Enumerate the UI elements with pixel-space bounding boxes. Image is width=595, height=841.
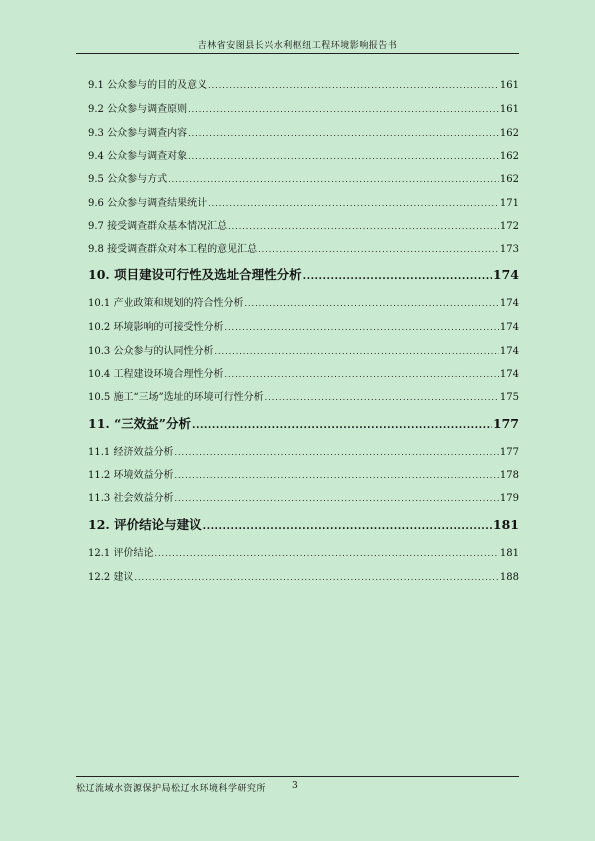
toc-entry-label: 10.3 公众参与的认同性分析 bbox=[88, 346, 214, 357]
toc-entry[interactable] bbox=[88, 240, 519, 255]
dot-leader bbox=[203, 521, 492, 532]
toc-entry[interactable] bbox=[88, 544, 519, 559]
toc-entry-label: 11.2 环境效益分析 bbox=[88, 470, 174, 481]
dot-leader bbox=[214, 347, 498, 356]
toc-entry-label: 9.5 公众参与方式 bbox=[88, 174, 168, 185]
toc-entry[interactable] bbox=[88, 443, 519, 458]
dot-leader bbox=[265, 393, 499, 402]
toc-entry[interactable] bbox=[88, 76, 519, 91]
dot-leader bbox=[228, 222, 499, 231]
toc-entry[interactable] bbox=[88, 294, 519, 309]
toc-chapter-label: 11. “三效益”分析 bbox=[88, 416, 191, 431]
toc-chapter-page: 181 bbox=[492, 517, 519, 532]
dot-leader bbox=[188, 105, 499, 114]
toc-entry-page: 181 bbox=[499, 548, 519, 559]
toc-entry-label: 10.4 工程建设环境合理性分析 bbox=[88, 369, 224, 380]
toc-entry-page: 173 bbox=[499, 244, 519, 255]
toc-chapter-entry[interactable] bbox=[88, 414, 519, 432]
toc-entry-label: 10.5 施工“三场”选址的环境可行性分析 bbox=[88, 392, 264, 403]
dot-leader bbox=[244, 299, 498, 308]
toc-entry-label: 9.2 公众参与调查原则 bbox=[88, 104, 188, 115]
toc-entry-label: 9.8 接受调查群众对本工程的意见汇总 bbox=[88, 244, 258, 255]
toc-entry-page: 188 bbox=[499, 572, 519, 583]
toc-chapter-entry[interactable] bbox=[88, 265, 519, 283]
toc-entry-page: 172 bbox=[499, 221, 519, 232]
toc-entry-page: 174 bbox=[499, 346, 519, 357]
dot-leader bbox=[258, 245, 499, 254]
toc-entry[interactable] bbox=[88, 365, 519, 380]
toc-entry-label: 10.2 环境影响的可接受性分析 bbox=[88, 322, 224, 333]
toc-chapter-label: 12. 评价结论与建议 bbox=[88, 517, 202, 532]
toc-entry[interactable] bbox=[88, 388, 519, 403]
header-divider bbox=[76, 53, 519, 54]
toc-entry-label: 9.3 公众参与调查内容 bbox=[88, 128, 188, 139]
page-number: 3 bbox=[292, 781, 298, 791]
toc-entry-label: 11.1 经济效益分析 bbox=[88, 447, 174, 458]
toc-entry-page: 161 bbox=[499, 104, 519, 115]
dot-leader bbox=[174, 494, 498, 503]
toc-chapter-entry[interactable] bbox=[88, 515, 519, 533]
toc-entry-page: 174 bbox=[499, 322, 519, 333]
toc-chapter-label: 10. 项目建设可行性及选址合理性分析 bbox=[88, 267, 302, 282]
toc-entry-label: 9.4 公众参与调查对象 bbox=[88, 151, 188, 162]
dot-leader bbox=[174, 471, 498, 480]
toc-entry[interactable] bbox=[88, 217, 519, 232]
toc-entry-label: 12.2 建议 bbox=[88, 572, 134, 583]
toc-entry-page: 174 bbox=[499, 298, 519, 309]
toc-entry[interactable] bbox=[88, 170, 519, 185]
toc-entry[interactable] bbox=[88, 124, 519, 139]
running-header: 吉林省安图县长兴水利枢纽工程环境影响报告书 bbox=[197, 41, 398, 51]
toc-entry-label: 12.1 评价结论 bbox=[88, 548, 154, 559]
dot-leader bbox=[174, 448, 498, 457]
toc-entry-page: 162 bbox=[499, 151, 519, 162]
toc-entry-page: 174 bbox=[499, 369, 519, 380]
dot-leader bbox=[188, 129, 499, 138]
dot-leader bbox=[154, 549, 498, 558]
dot-leader bbox=[224, 370, 498, 379]
dot-leader bbox=[192, 420, 492, 431]
toc-entry[interactable] bbox=[88, 100, 519, 115]
toc-entry-page: 175 bbox=[499, 392, 519, 403]
toc-entry[interactable] bbox=[88, 489, 519, 504]
toc-entry[interactable] bbox=[88, 194, 519, 209]
toc-entry-label: 9.6 公众参与调查结果统计 bbox=[88, 198, 208, 209]
toc-entry[interactable] bbox=[88, 342, 519, 357]
dot-leader bbox=[188, 152, 499, 161]
toc-chapter-page: 174 bbox=[492, 267, 519, 282]
toc-chapter-page: 177 bbox=[492, 416, 519, 431]
dot-leader bbox=[208, 81, 499, 90]
toc-entry-page: 162 bbox=[499, 174, 519, 185]
toc-entry-page: 177 bbox=[499, 447, 519, 458]
toc-entry[interactable] bbox=[88, 147, 519, 162]
toc-entry[interactable] bbox=[88, 318, 519, 333]
footer-divider bbox=[76, 776, 519, 777]
footer-organization: 松辽流域水资源保护局松辽水环境科学研究所 bbox=[76, 784, 267, 794]
dot-leader bbox=[224, 323, 498, 332]
toc-entry-page: 179 bbox=[499, 493, 519, 504]
toc-entry-label: 10.1 产业政策和规划的符合性分析 bbox=[88, 298, 244, 309]
toc-entry-label: 11.3 社会效益分析 bbox=[88, 493, 174, 504]
toc-entry-page: 161 bbox=[499, 80, 519, 91]
toc-entry-page: 171 bbox=[499, 198, 519, 209]
dot-leader bbox=[134, 573, 498, 582]
toc-entry[interactable] bbox=[88, 466, 519, 481]
dot-leader bbox=[208, 199, 499, 208]
toc-entry-label: 9.7 接受调查群众基本情况汇总 bbox=[88, 221, 228, 232]
toc-entry-page: 162 bbox=[499, 128, 519, 139]
dot-leader bbox=[303, 271, 492, 282]
toc-entry-page: 178 bbox=[499, 470, 519, 481]
toc-entry[interactable] bbox=[88, 568, 519, 583]
dot-leader bbox=[168, 175, 499, 184]
toc-entry-label: 9.1 公众参与的目的及意义 bbox=[88, 80, 208, 91]
